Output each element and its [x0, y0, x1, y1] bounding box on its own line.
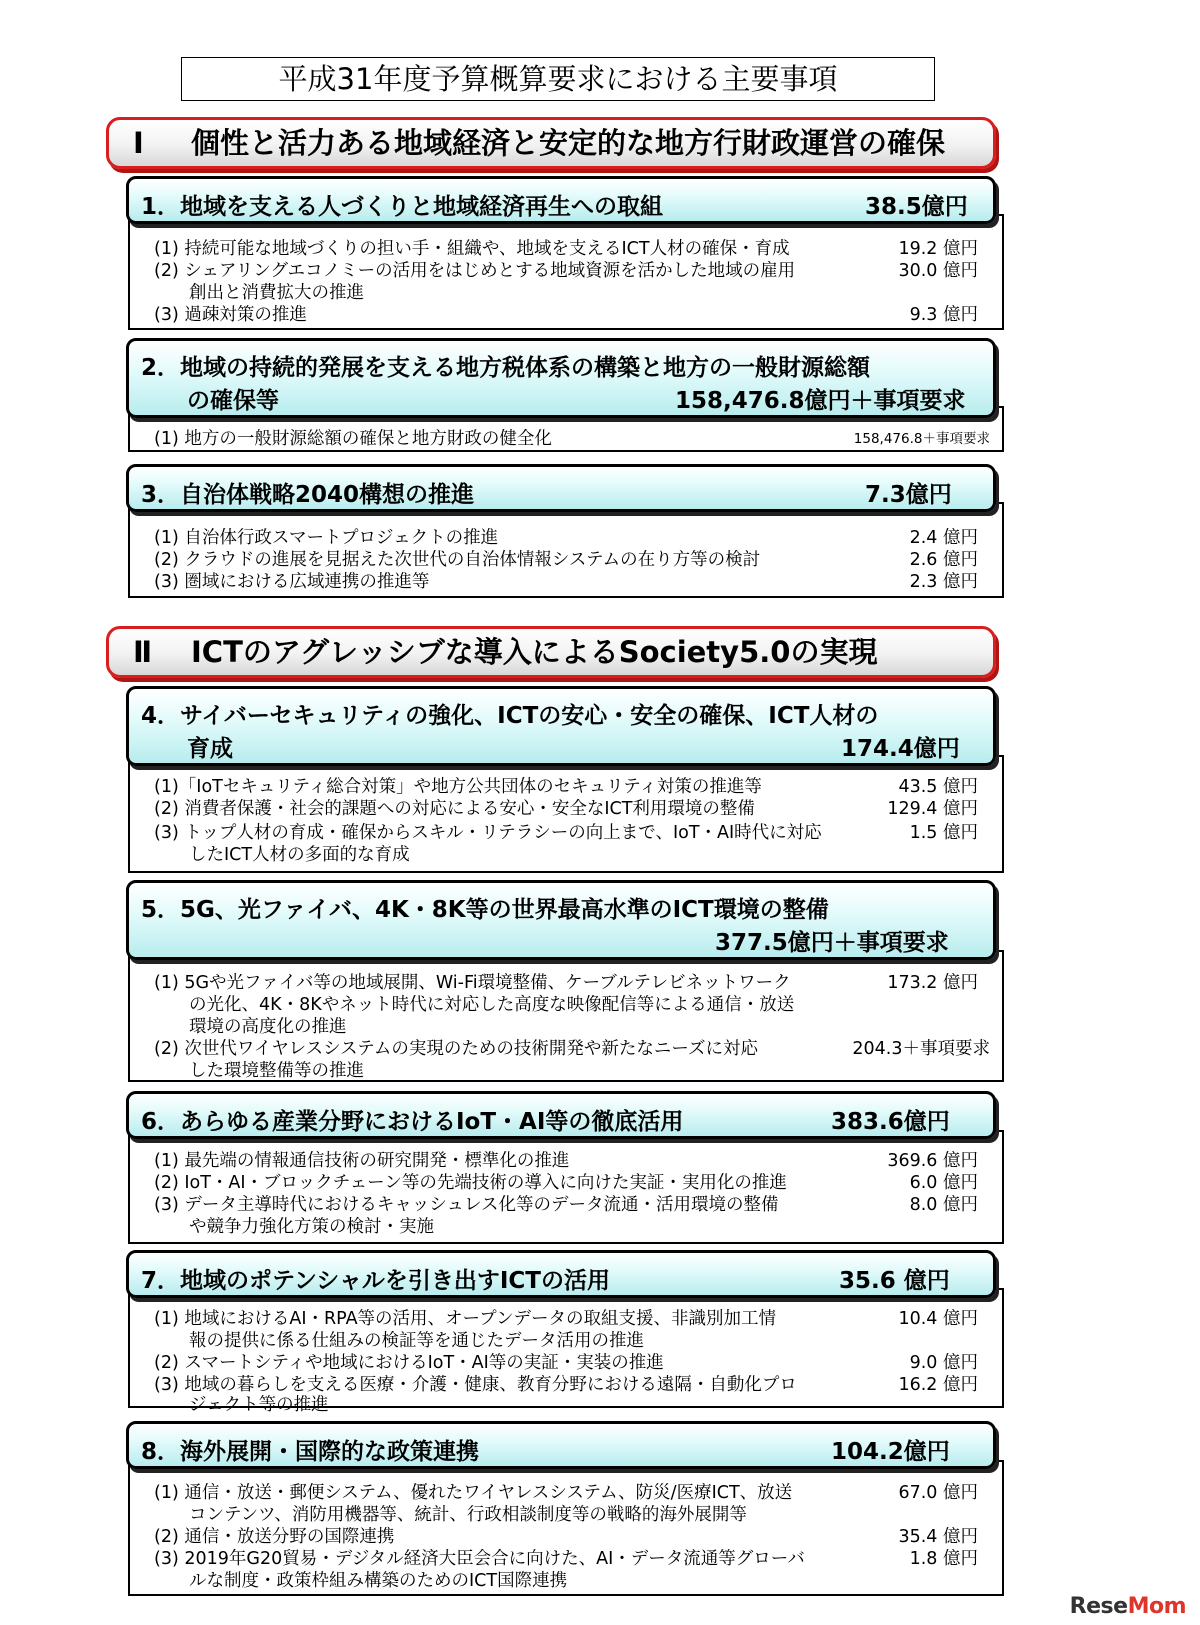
detail-amount: 173.2 億円	[887, 973, 978, 993]
detail-amount: 8.0 億円	[909, 1195, 978, 1215]
detail-amount: 204.3＋事項要求	[852, 1039, 990, 1059]
detail-line: (1)「IoTセキュリティ総合対策」や地方公共団体のセキュリティ対策の推進等	[154, 777, 762, 797]
detail-line: (2) シェアリングエコノミーの活用をはじめとする地域資源を活かした地域の雇用	[154, 261, 796, 281]
detail-amount: 158,476.8＋事項要求	[853, 431, 990, 447]
detail-amount: 6.0 億円	[909, 1173, 978, 1193]
detail-amount: 1.5 億円	[909, 823, 978, 843]
item-header-6	[126, 1091, 996, 1139]
detail-line: (2) 次世代ワイヤレスシステムの実現のための技術開発や新たなニーズに対応	[154, 1039, 758, 1059]
item-heading: 6．あらゆる産業分野におけるIoT・AI等の徹底活用	[141, 1109, 684, 1135]
item-heading: 2．地域の持続的発展を支える地方税体系の構築と地方の一般財源総額	[141, 355, 871, 381]
detail-line: (3) トップ人材の育成・確保からスキル・リテラシーの向上まで、IoT・AI時代に対応	[154, 823, 822, 843]
section-title: 個性と活力ある地域経済と安定的な地方行財政運営の確保	[191, 126, 946, 160]
detail-amount: 35.4 億円	[898, 1527, 978, 1547]
item-header-8	[126, 1421, 996, 1469]
item-total: 7.3億円	[865, 482, 952, 508]
item-total: 104.2億円	[831, 1439, 950, 1465]
item-total: 158,476.8億円＋事項要求	[675, 388, 966, 414]
detail-amount: 10.4 億円	[898, 1309, 978, 1329]
detail-line: (2) 通信・放送分野の国際連携	[154, 1527, 395, 1547]
item-header-1	[126, 176, 996, 224]
detail-amount: 43.5 億円	[898, 777, 978, 797]
item-header-4	[126, 686, 996, 766]
logo-text-suffix: Mom	[1127, 1594, 1186, 1619]
item-heading: 育成	[141, 736, 233, 762]
item-header-7	[126, 1250, 996, 1298]
detail-line: (3) データ主導時代におけるキャッシュレス化等のデータ流通・活用環境の整備	[154, 1195, 779, 1215]
item-total: 35.6 億円	[839, 1268, 950, 1294]
detail-line: (2) IoT・AI・ブロックチェーン等の先端技術の導入に向けた実証・実用化の推進	[154, 1173, 787, 1193]
section-numeral: Ⅱ	[133, 635, 153, 669]
detail-line: (3) 地域の暮らしを支える医療・介護・健康、教育分野における遠隔・自動化プロ	[154, 1375, 797, 1395]
detail-amount: 30.0 億円	[898, 261, 978, 281]
item-header-3	[126, 464, 996, 512]
detail-line: 報の提供に係る仕組みの検証等を通じたデータ活用の推進	[154, 1331, 644, 1351]
item-heading: 3．自治体戦略2040構想の推進	[141, 482, 475, 508]
item-heading: 1．地域を支える人づくりと地域経済再生への取組	[141, 194, 664, 220]
detail-line: コンテンツ、消防用機器等、統計、行政相談制度等の戦略的海外展開等	[154, 1505, 747, 1525]
detail-amount: 1.8 億円	[909, 1549, 978, 1569]
page-title: 平成31年度予算概算要求における主要事項	[181, 57, 935, 101]
detail-line: (2) クラウドの進展を見据えた次世代の自治体情報システムの在り方等の検討	[154, 550, 761, 570]
logo-text-prefix: Rese	[1069, 1594, 1128, 1619]
item-heading: の確保等	[141, 388, 279, 414]
resemom-logo	[1070, 1594, 1186, 1619]
detail-amount: 369.6 億円	[887, 1151, 978, 1171]
item-heading: 7．地域のポテンシャルを引き出すICTの活用	[141, 1268, 610, 1294]
detail-line: (1) 5Gや光ファイバ等の地域展開、Wi-Fi環境整備、ケーブルテレビネットワーク	[154, 973, 791, 993]
detail-line: 創出と消費拡大の推進	[154, 283, 364, 303]
detail-line: (2) 消費者保護・社会的課題への対応による安心・安全なICT利用環境の整備	[154, 799, 755, 819]
detail-line: 環境の高度化の推進	[154, 1017, 347, 1037]
section-title: ICTのアグレッシブな導入によるSociety5.0の実現	[191, 635, 878, 669]
detail-line: (1) 地方の一般財源総額の確保と地方財政の健全化	[154, 429, 552, 449]
section-numeral: Ⅰ	[133, 126, 144, 160]
detail-amount: 9.3 億円	[909, 305, 978, 325]
detail-line: (3) 2019年G20貿易・デジタル経済大臣会合に向けた、AI・データ流通等グローバ	[154, 1549, 805, 1569]
detail-line: (2) スマートシティや地域におけるIoT・AI等の実証・実装の推進	[154, 1353, 664, 1373]
detail-amount: 19.2 億円	[898, 239, 978, 259]
detail-line: (1) 持続可能な地域づくりの担い手・組織や、地域を支えるICT人材の確保・育成	[154, 239, 790, 259]
item-header-2	[126, 338, 996, 418]
detail-amount: 2.4 億円	[909, 528, 978, 548]
detail-line: (1) 地域におけるAI・RPA等の活用、オープンデータの取組支援、非識別加工情	[154, 1309, 776, 1329]
detail-line: (3) 圏域における広域連携の推進等	[154, 572, 430, 592]
detail-line: した環境整備等の推進	[154, 1061, 364, 1081]
item-total: 38.5億円	[865, 194, 968, 220]
detail-line: したICT人材の多面的な育成	[154, 845, 410, 865]
item-heading: 8．海外展開・国際的な政策連携	[141, 1439, 480, 1465]
item-total: 377.5億円＋事項要求	[715, 930, 949, 956]
detail-line: の光化、4K・8Kやネット時代に対応した高度な映像配信等による通信・放送	[154, 995, 795, 1015]
item-total: 383.6億円	[831, 1109, 950, 1135]
detail-amount: 67.0 億円	[898, 1483, 978, 1503]
item-total: 174.4億円	[841, 736, 960, 762]
detail-line: ルな制度・政策枠組み構築のためのICT国際連携	[154, 1571, 568, 1591]
detail-amount: 2.6 億円	[909, 550, 978, 570]
detail-amount: 16.2 億円	[898, 1375, 978, 1395]
item-heading: 5．5G、光ファイバ、4K・8K等の世界最高水準のICT環境の整備	[141, 897, 829, 923]
detail-line: (1) 通信・放送・郵便システム、優れたワイヤレスシステム、防災/医療ICT、放送	[154, 1483, 793, 1503]
detail-line: (1) 最先端の情報通信技術の研究開発・標準化の推進	[154, 1151, 570, 1171]
section-header-2	[106, 626, 996, 678]
item-header-5	[126, 880, 996, 960]
detail-line: (1) 自治体行政スマートプロジェクトの推進	[154, 528, 499, 548]
item-heading: 4．サイバーセキュリティの強化、ICTの安心・安全の確保、ICT人材の	[141, 703, 879, 729]
detail-line: や競争力強化方策の検討・実施	[154, 1217, 434, 1237]
detail-amount: 2.3 億円	[909, 572, 978, 592]
detail-amount: 9.0 億円	[909, 1353, 978, 1373]
detail-amount: 129.4 億円	[887, 799, 978, 819]
detail-line: ジェクト等の推進	[154, 1395, 329, 1415]
detail-line: (3) 過疎対策の推進	[154, 305, 307, 325]
section-header-1	[106, 117, 996, 169]
